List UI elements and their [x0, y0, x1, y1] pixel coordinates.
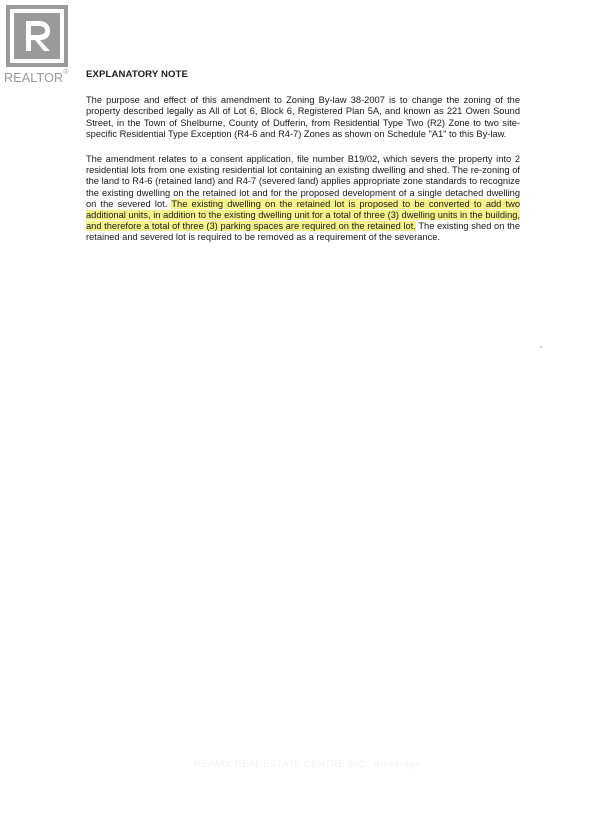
realtor-logo-mark — [6, 5, 68, 67]
consent-paragraph — [86, 154, 520, 244]
consent-paragraph-ending: The existing shed on the retained and severed lot is required to be removed as a requirement of the severance. — [86, 221, 520, 243]
consent-paragraph-text: The amendment relates to a consent application, file number B19/02, which severs the property into 2 residential lots from one existing residential lot containing an existing dwelling and shed. The re-zoning of the land to R4-6 (retained land) and R4-7 (severed land) applies appropriate zone standards to recognize the existing dwelling on the retained lot and for the proposed development of a single detached dwelling on the severed lot. — [86, 154, 520, 209]
highlighted-passage: The existing dwelling on the retained lot is proposed to be converted to add two additional units, in addition to the existing dwelling unit for a total of three (3) dwelling units in the building, and therefore a total of three (3) parking spaces are required on the retained lot. — [86, 198, 520, 232]
realtor-r-icon — [6, 5, 68, 67]
explanatory-note-document — [86, 69, 520, 258]
realtor-wordmark: REALTOR® — [4, 69, 69, 85]
scan-speck — [540, 346, 542, 348]
purpose-paragraph: The purpose and effect of this amendment to Zoning By-law 38-2007 is to change the zoning of the property described legally as All of Lot 6, Block 6, Registered Plan 5A, and known as 221 Owen Sound Street, in the Town of Shelburne, County of Dufferin, from Residential Type Two (R2) Zone to two site-specific Residential Type Exception (R4-6 and R4-7) Zones as shown on Schedule "A1" to this By-law. — [86, 95, 520, 139]
brokerage-watermark: RE/MAX REAL ESTATE CENTRE INC., Brokerage — [193, 759, 421, 770]
document-heading: EXPLANATORY NOTE — [86, 69, 188, 80]
realtor-logo — [4, 5, 70, 85]
